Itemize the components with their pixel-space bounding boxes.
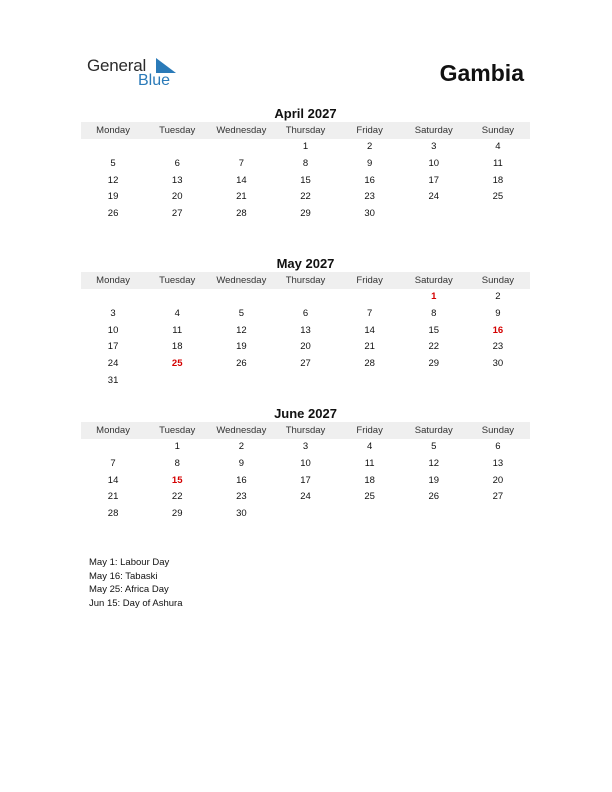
week-row — [81, 189, 530, 206]
weekday-label: Tuesday — [159, 425, 196, 436]
day-cell — [466, 206, 530, 223]
weekday-label: Friday — [356, 425, 383, 436]
day-cell: 17 — [428, 174, 440, 186]
day-cell: 3 — [302, 441, 309, 452]
day-cell — [402, 206, 466, 223]
day-cell: 23 — [492, 341, 504, 353]
day-cell: 22 — [171, 491, 183, 503]
day-cell: 13 — [171, 174, 183, 186]
day-cell — [466, 506, 530, 523]
week-row — [81, 373, 530, 390]
day-cell: 8 — [431, 307, 437, 319]
weekday-label: Thursday — [285, 275, 326, 286]
day-cell: 15 — [300, 174, 311, 186]
week-row — [81, 156, 530, 173]
day-cell: 25 — [492, 191, 504, 203]
holiday-note: Jun 15: Day of Ashura — [89, 597, 183, 609]
day-cell: 29 — [428, 358, 440, 370]
day-cell: 27 — [492, 491, 504, 503]
day-cell: 30 — [492, 358, 504, 370]
weekday-label: Tuesday — [159, 275, 196, 286]
day-cell: 21 — [107, 491, 119, 503]
month-calendar — [81, 256, 530, 390]
day-cell — [273, 289, 337, 306]
day-cell: 9 — [366, 157, 373, 169]
day-cell: 24 — [428, 191, 440, 203]
day-cell: 19 — [428, 474, 440, 486]
day-cell: 10 — [428, 157, 440, 169]
weekday-label: Sunday — [481, 125, 515, 136]
day-cell: 30 — [236, 508, 247, 520]
weekday-label: Friday — [356, 275, 383, 286]
day-cell — [145, 289, 209, 306]
weekday-label: Sunday — [481, 425, 515, 436]
week-row — [81, 356, 530, 373]
day-cell: 6 — [302, 307, 309, 319]
weekday-label: Tuesday — [159, 125, 196, 136]
country-title: Gambia — [439, 60, 524, 86]
day-cell — [81, 289, 145, 306]
day-cell — [81, 139, 145, 156]
day-cell: 20 — [492, 474, 504, 486]
day-cell — [209, 373, 273, 390]
holiday-note: May 25: Africa Day — [89, 584, 169, 596]
holiday-notes — [89, 556, 182, 610]
logo — [87, 56, 187, 92]
day-cell: 22 — [300, 191, 311, 203]
day-cell: 21 — [364, 341, 375, 353]
day-cell: 28 — [236, 208, 247, 220]
day-cell — [466, 373, 530, 390]
logo-general-text: General — [87, 56, 147, 75]
logo-blue-text: Blue — [138, 72, 171, 89]
day-cell: 6 — [495, 441, 501, 452]
weekday-header — [81, 272, 530, 289]
weekday-header — [81, 122, 530, 139]
day-cell: 20 — [300, 341, 311, 353]
week-row — [81, 506, 530, 523]
day-cell — [273, 373, 337, 390]
weekday-label: Thursday — [285, 425, 326, 436]
day-cell — [273, 506, 337, 523]
day-cell: 14 — [107, 474, 119, 486]
day-cell: 29 — [171, 508, 183, 520]
day-cell: 26 — [428, 491, 440, 503]
month-title: June 2027 — [274, 406, 337, 421]
weekday-header — [81, 422, 530, 439]
day-cell — [81, 439, 145, 456]
day-cell — [209, 289, 273, 306]
day-cell: 4 — [174, 307, 180, 319]
week-row — [81, 489, 530, 506]
day-cell — [338, 289, 402, 306]
day-cell: 16 — [236, 474, 247, 486]
weekday-label: Monday — [96, 425, 130, 436]
day-cell: 3 — [110, 307, 116, 319]
week-row — [81, 206, 530, 223]
day-cell — [402, 506, 466, 523]
day-cell: 2 — [495, 291, 501, 302]
day-cell: 16 — [364, 174, 375, 186]
day-cell — [402, 373, 466, 390]
day-cell: 11 — [172, 324, 183, 336]
weekday-label: Sunday — [481, 275, 515, 286]
holiday-note: May 16: Tabaski — [89, 570, 158, 582]
day-cell: 31 — [107, 374, 119, 386]
weekday-label: Friday — [356, 125, 383, 136]
week-row — [81, 139, 530, 156]
day-cell: 1 — [302, 141, 309, 152]
day-cell: 24 — [107, 358, 119, 370]
weekday-label: Thursday — [285, 125, 326, 136]
day-cell: 23 — [236, 491, 247, 503]
day-cell: 12 — [107, 174, 119, 186]
day-cell — [338, 373, 402, 390]
day-cell: 9 — [495, 307, 501, 319]
day-cell: 22 — [428, 341, 440, 353]
day-cell: 12 — [236, 324, 247, 336]
day-cell: 21 — [236, 191, 247, 203]
day-cell: 13 — [300, 324, 311, 336]
day-cell: 2 — [238, 441, 244, 452]
day-cell: 14 — [364, 324, 375, 336]
day-cell — [338, 506, 402, 523]
logo-triangle-icon — [156, 58, 176, 73]
month-calendar — [81, 106, 530, 223]
day-cell: 4 — [495, 141, 501, 152]
weekday-label: Monday — [96, 275, 130, 286]
day-cell: 25 — [364, 491, 375, 503]
week-row — [81, 323, 530, 340]
day-cell: 19 — [107, 191, 119, 203]
day-cell: 15 — [171, 474, 183, 486]
week-row — [81, 473, 530, 490]
week-row — [81, 456, 530, 473]
day-cell: 30 — [364, 208, 375, 220]
week-row — [81, 439, 530, 456]
day-cell: 1 — [431, 291, 437, 302]
day-cell: 5 — [431, 441, 437, 452]
day-cell: 8 — [302, 157, 309, 169]
day-cell: 3 — [431, 141, 437, 152]
day-cell: 28 — [107, 508, 119, 520]
day-cell: 8 — [174, 457, 180, 469]
weekday-label: Wednesday — [216, 125, 267, 136]
day-cell: 7 — [238, 157, 244, 169]
day-cell: 2 — [366, 141, 373, 152]
month-title: April 2027 — [274, 106, 337, 121]
day-cell — [145, 373, 209, 390]
day-cell: 17 — [107, 341, 119, 353]
day-cell: 9 — [238, 457, 244, 469]
day-cell: 26 — [107, 208, 119, 220]
day-cell: 11 — [364, 457, 375, 469]
day-cell: 14 — [236, 174, 247, 186]
day-cell: 7 — [366, 307, 373, 319]
holiday-note: May 1: Labour Day — [89, 557, 170, 568]
day-cell: 18 — [171, 341, 183, 353]
day-cell: 10 — [300, 457, 311, 469]
day-cell — [145, 139, 209, 156]
day-cell: 19 — [236, 341, 247, 353]
day-cell: 18 — [492, 174, 504, 186]
week-row — [81, 306, 530, 323]
day-cell: 17 — [300, 474, 311, 486]
day-cell: 5 — [110, 157, 116, 169]
weekday-label: Wednesday — [216, 425, 267, 436]
day-cell: 1 — [174, 441, 180, 452]
day-cell: 5 — [238, 307, 244, 319]
day-cell: 12 — [428, 457, 440, 469]
day-cell: 13 — [492, 457, 504, 469]
week-row — [81, 339, 530, 356]
day-cell: 15 — [428, 324, 440, 336]
day-cell: 6 — [174, 157, 180, 169]
day-cell: 20 — [171, 191, 183, 203]
day-cell: 4 — [366, 441, 373, 452]
day-cell — [209, 139, 273, 156]
weekday-label: Saturday — [414, 125, 453, 136]
month-calendar — [81, 406, 530, 523]
day-cell: 7 — [110, 457, 116, 469]
day-cell: 27 — [300, 358, 311, 370]
day-cell: 18 — [364, 474, 375, 486]
day-cell: 27 — [171, 208, 183, 220]
week-row — [81, 289, 530, 306]
day-cell: 23 — [364, 191, 375, 203]
day-cell: 11 — [492, 157, 503, 169]
day-cell: 25 — [171, 358, 183, 370]
day-cell: 16 — [492, 324, 504, 336]
day-cell: 28 — [364, 358, 375, 370]
day-cell: 26 — [236, 358, 247, 370]
weekday-label: Saturday — [414, 275, 453, 286]
weekday-label: Saturday — [414, 425, 453, 436]
day-cell: 29 — [300, 208, 311, 220]
weekday-label: Monday — [96, 125, 130, 136]
month-title: May 2027 — [276, 256, 335, 271]
weekday-label: Wednesday — [216, 275, 267, 286]
week-row — [81, 173, 530, 190]
day-cell: 10 — [107, 324, 119, 336]
day-cell: 24 — [300, 491, 311, 503]
